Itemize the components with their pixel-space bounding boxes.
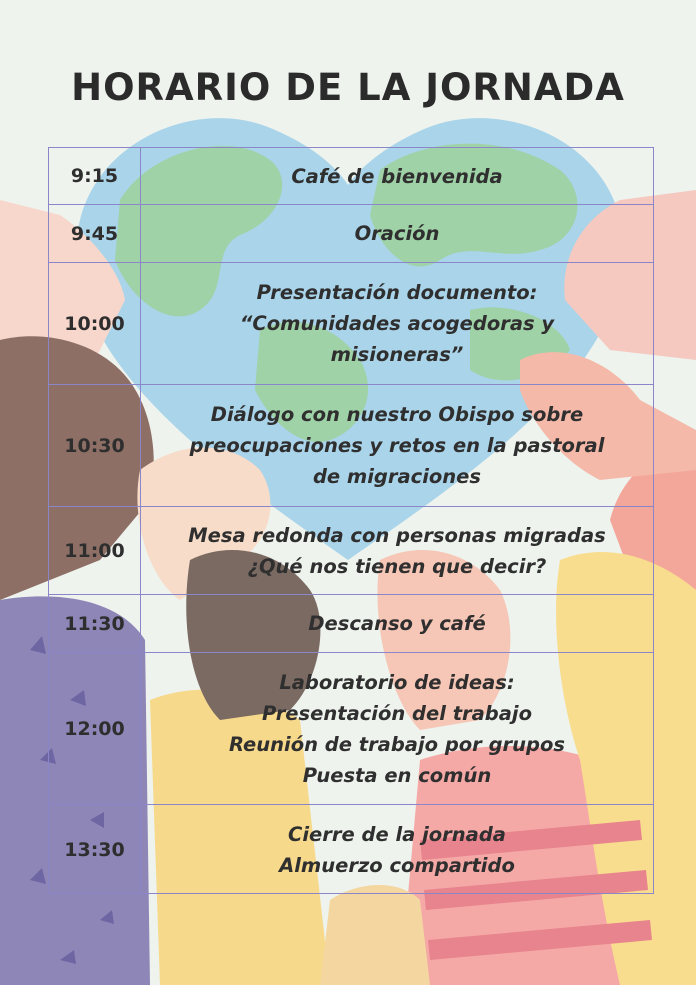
time-cell: 13:30 xyxy=(49,805,141,894)
activity-line: misioneras” xyxy=(330,343,464,366)
schedule-row xyxy=(49,204,653,262)
activity-line: Descanso y café xyxy=(308,612,486,635)
time-cell: 12:00 xyxy=(49,653,141,804)
time-cell: 11:00 xyxy=(49,507,141,594)
schedule-row xyxy=(49,652,653,804)
activity-cell xyxy=(141,205,653,262)
time-cell: 10:30 xyxy=(49,385,141,506)
schedule-row xyxy=(49,262,653,384)
activity-line: Reunión de trabajo por grupos xyxy=(228,732,566,756)
schedule-table xyxy=(48,147,654,894)
activity-line: Diálogo con nuestro Obispo sobre xyxy=(210,403,584,426)
activity-cell xyxy=(141,385,653,506)
page-title: HORARIO DE LA JORNADA xyxy=(71,66,625,109)
activity-line: Cierre de la jornada xyxy=(288,822,506,846)
schedule-row xyxy=(49,804,653,894)
activity-cell xyxy=(141,507,653,594)
activity-line: preocupaciones y retos en la pastoral xyxy=(189,434,605,457)
activity-cell xyxy=(141,263,653,384)
time-cell: 9:45 xyxy=(49,205,141,262)
schedule-row xyxy=(49,384,653,506)
time-cell: 10:00 xyxy=(49,263,141,384)
activity-line: Mesa redonda con personas migradas xyxy=(188,523,606,547)
activity-line: Laboratorio de ideas: xyxy=(279,670,515,694)
activity-line: Almuerzo compartido xyxy=(279,853,515,877)
activity-line: de migraciones xyxy=(312,465,482,488)
schedule-row xyxy=(49,506,653,594)
activity-cell xyxy=(141,653,653,804)
time-cell: 9:15 xyxy=(49,148,141,204)
activity-line: ¿Qué nos tienen que decir? xyxy=(247,554,547,578)
activity-cell xyxy=(141,805,653,894)
activity-line: Puesta en común xyxy=(302,763,492,787)
activity-line: Presentación documento: xyxy=(256,281,538,304)
activity-cell xyxy=(141,595,653,652)
schedule-row xyxy=(49,594,653,652)
time-cell: 11:30 xyxy=(49,595,141,652)
schedule-row xyxy=(49,148,653,204)
activity-line: Oración xyxy=(354,222,440,245)
activity-line: Café de bienvenida xyxy=(291,164,503,188)
activity-cell xyxy=(141,148,653,204)
activity-line: Presentación del trabajo xyxy=(262,701,532,725)
activity-line: “Comunidades acogedoras y xyxy=(239,312,555,335)
